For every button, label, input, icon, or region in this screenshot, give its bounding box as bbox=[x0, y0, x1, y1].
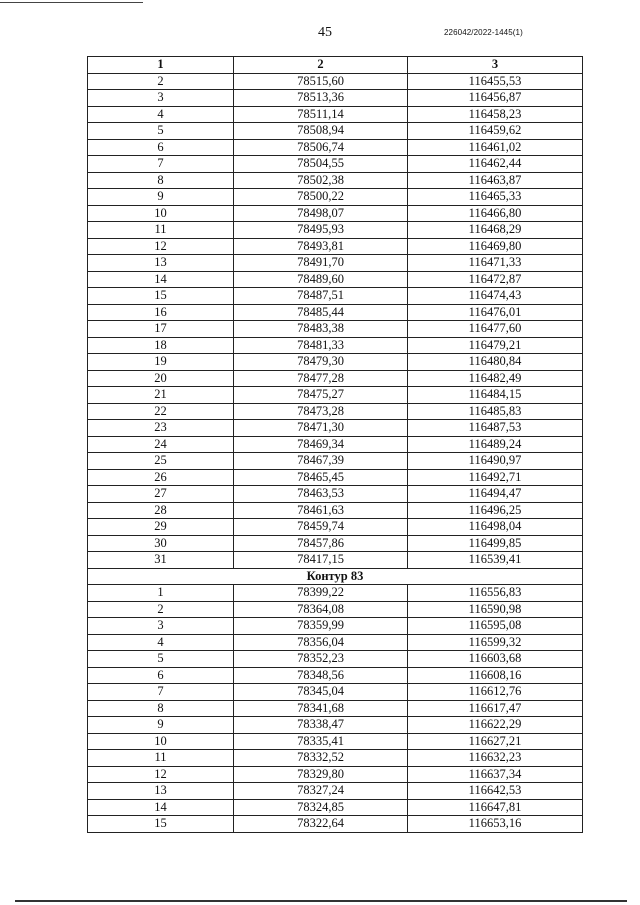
point-number-cell: 24 bbox=[88, 436, 234, 453]
point-number-cell: 8 bbox=[88, 172, 234, 189]
contour-label: Контур 83 bbox=[88, 568, 583, 585]
point-number-cell: 11 bbox=[88, 750, 234, 767]
column-header: 3 bbox=[408, 57, 583, 74]
y-coordinate-cell: 116466,80 bbox=[408, 205, 583, 222]
table-row bbox=[88, 238, 583, 255]
x-coordinate-cell: 78399,22 bbox=[234, 585, 408, 602]
table-row bbox=[88, 156, 583, 173]
table-row bbox=[88, 354, 583, 371]
table-row bbox=[88, 387, 583, 404]
x-coordinate-cell: 78495,93 bbox=[234, 222, 408, 239]
x-coordinate-cell: 78364,08 bbox=[234, 601, 408, 618]
table-row bbox=[88, 255, 583, 272]
x-coordinate-cell: 78459,74 bbox=[234, 519, 408, 536]
point-number-cell: 15 bbox=[88, 288, 234, 305]
x-coordinate-cell: 78483,38 bbox=[234, 321, 408, 338]
point-number-cell: 12 bbox=[88, 766, 234, 783]
x-coordinate-cell: 78329,80 bbox=[234, 766, 408, 783]
y-coordinate-cell: 116477,60 bbox=[408, 321, 583, 338]
x-coordinate-cell: 78500,22 bbox=[234, 189, 408, 206]
y-coordinate-cell: 116468,29 bbox=[408, 222, 583, 239]
table-row bbox=[88, 222, 583, 239]
point-number-cell: 13 bbox=[88, 255, 234, 272]
point-number-cell: 13 bbox=[88, 783, 234, 800]
y-coordinate-cell: 116487,53 bbox=[408, 420, 583, 437]
point-number-cell: 23 bbox=[88, 420, 234, 437]
table-row bbox=[88, 321, 583, 338]
table-row bbox=[88, 733, 583, 750]
point-number-cell: 10 bbox=[88, 205, 234, 222]
y-coordinate-cell: 116492,71 bbox=[408, 469, 583, 486]
table-row bbox=[88, 783, 583, 800]
x-coordinate-cell: 78471,30 bbox=[234, 420, 408, 437]
table-row bbox=[88, 799, 583, 816]
x-coordinate-cell: 78457,86 bbox=[234, 535, 408, 552]
top-rule bbox=[0, 2, 143, 3]
table-row bbox=[88, 601, 583, 618]
table-row bbox=[88, 453, 583, 470]
x-coordinate-cell: 78352,23 bbox=[234, 651, 408, 668]
y-coordinate-cell: 116458,23 bbox=[408, 106, 583, 123]
y-coordinate-cell: 116472,87 bbox=[408, 271, 583, 288]
x-coordinate-cell: 78465,45 bbox=[234, 469, 408, 486]
y-coordinate-cell: 116622,29 bbox=[408, 717, 583, 734]
y-coordinate-cell: 116642,53 bbox=[408, 783, 583, 800]
y-coordinate-cell: 116498,04 bbox=[408, 519, 583, 536]
y-coordinate-cell: 116476,01 bbox=[408, 304, 583, 321]
table-row bbox=[88, 205, 583, 222]
point-number-cell: 2 bbox=[88, 73, 234, 90]
table-row bbox=[88, 667, 583, 684]
x-coordinate-cell: 78324,85 bbox=[234, 799, 408, 816]
table-row bbox=[88, 535, 583, 552]
table-row bbox=[88, 486, 583, 503]
x-coordinate-cell: 78473,28 bbox=[234, 403, 408, 420]
document-code: 226042/2022-1445(1) bbox=[444, 28, 523, 37]
coordinates-table bbox=[87, 56, 583, 833]
x-coordinate-cell: 78479,30 bbox=[234, 354, 408, 371]
x-coordinate-cell: 78341,68 bbox=[234, 700, 408, 717]
y-coordinate-cell: 116617,47 bbox=[408, 700, 583, 717]
y-coordinate-cell: 116627,21 bbox=[408, 733, 583, 750]
point-number-cell: 7 bbox=[88, 684, 234, 701]
x-coordinate-cell: 78487,51 bbox=[234, 288, 408, 305]
point-number-cell: 9 bbox=[88, 189, 234, 206]
table-row bbox=[88, 123, 583, 140]
point-number-cell: 26 bbox=[88, 469, 234, 486]
point-number-cell: 31 bbox=[88, 552, 234, 569]
y-coordinate-cell: 116612,76 bbox=[408, 684, 583, 701]
table-row bbox=[88, 717, 583, 734]
point-number-cell: 10 bbox=[88, 733, 234, 750]
y-coordinate-cell: 116465,33 bbox=[408, 189, 583, 206]
y-coordinate-cell: 116496,25 bbox=[408, 502, 583, 519]
table-row bbox=[88, 73, 583, 90]
table-header-row bbox=[88, 57, 583, 74]
x-coordinate-cell: 78348,56 bbox=[234, 667, 408, 684]
point-number-cell: 9 bbox=[88, 717, 234, 734]
point-number-cell: 21 bbox=[88, 387, 234, 404]
table-row bbox=[88, 420, 583, 437]
table-row bbox=[88, 106, 583, 123]
y-coordinate-cell: 116556,83 bbox=[408, 585, 583, 602]
point-number-cell: 18 bbox=[88, 337, 234, 354]
x-coordinate-cell: 78485,44 bbox=[234, 304, 408, 321]
y-coordinate-cell: 116485,83 bbox=[408, 403, 583, 420]
y-coordinate-cell: 116632,23 bbox=[408, 750, 583, 767]
point-number-cell: 7 bbox=[88, 156, 234, 173]
x-coordinate-cell: 78345,04 bbox=[234, 684, 408, 701]
table-row bbox=[88, 172, 583, 189]
table-row bbox=[88, 634, 583, 651]
table-row bbox=[88, 189, 583, 206]
point-number-cell: 14 bbox=[88, 799, 234, 816]
y-coordinate-cell: 116469,80 bbox=[408, 238, 583, 255]
table-row bbox=[88, 519, 583, 536]
y-coordinate-cell: 116480,84 bbox=[408, 354, 583, 371]
table-row bbox=[88, 271, 583, 288]
column-header: 2 bbox=[234, 57, 408, 74]
bottom-rule bbox=[15, 900, 627, 902]
point-number-cell: 16 bbox=[88, 304, 234, 321]
y-coordinate-cell: 116637,34 bbox=[408, 766, 583, 783]
x-coordinate-cell: 78493,81 bbox=[234, 238, 408, 255]
point-number-cell: 28 bbox=[88, 502, 234, 519]
point-number-cell: 25 bbox=[88, 453, 234, 470]
point-number-cell: 20 bbox=[88, 370, 234, 387]
point-number-cell: 8 bbox=[88, 700, 234, 717]
x-coordinate-cell: 78356,04 bbox=[234, 634, 408, 651]
x-coordinate-cell: 78477,28 bbox=[234, 370, 408, 387]
table-row bbox=[88, 552, 583, 569]
table-row bbox=[88, 436, 583, 453]
table-row bbox=[88, 816, 583, 833]
point-number-cell: 5 bbox=[88, 651, 234, 668]
y-coordinate-cell: 116479,21 bbox=[408, 337, 583, 354]
table-row bbox=[88, 750, 583, 767]
x-coordinate-cell: 78511,14 bbox=[234, 106, 408, 123]
y-coordinate-cell: 116599,32 bbox=[408, 634, 583, 651]
point-number-cell: 30 bbox=[88, 535, 234, 552]
table-row bbox=[88, 684, 583, 701]
y-coordinate-cell: 116590,98 bbox=[408, 601, 583, 618]
x-coordinate-cell: 78515,60 bbox=[234, 73, 408, 90]
point-number-cell: 6 bbox=[88, 667, 234, 684]
x-coordinate-cell: 78469,34 bbox=[234, 436, 408, 453]
table-row bbox=[88, 502, 583, 519]
point-number-cell: 19 bbox=[88, 354, 234, 371]
x-coordinate-cell: 78461,63 bbox=[234, 502, 408, 519]
x-coordinate-cell: 78332,52 bbox=[234, 750, 408, 767]
x-coordinate-cell: 78327,24 bbox=[234, 783, 408, 800]
point-number-cell: 6 bbox=[88, 139, 234, 156]
point-number-cell: 11 bbox=[88, 222, 234, 239]
x-coordinate-cell: 78513,36 bbox=[234, 90, 408, 107]
x-coordinate-cell: 78498,07 bbox=[234, 205, 408, 222]
table-row bbox=[88, 700, 583, 717]
x-coordinate-cell: 78489,60 bbox=[234, 271, 408, 288]
point-number-cell: 14 bbox=[88, 271, 234, 288]
y-coordinate-cell: 116459,62 bbox=[408, 123, 583, 140]
x-coordinate-cell: 78467,39 bbox=[234, 453, 408, 470]
y-coordinate-cell: 116539,41 bbox=[408, 552, 583, 569]
point-number-cell: 4 bbox=[88, 634, 234, 651]
point-number-cell: 1 bbox=[88, 585, 234, 602]
x-coordinate-cell: 78475,27 bbox=[234, 387, 408, 404]
table-row bbox=[88, 403, 583, 420]
y-coordinate-cell: 116456,87 bbox=[408, 90, 583, 107]
x-coordinate-cell: 78504,55 bbox=[234, 156, 408, 173]
y-coordinate-cell: 116455,53 bbox=[408, 73, 583, 90]
point-number-cell: 3 bbox=[88, 618, 234, 635]
y-coordinate-cell: 116608,16 bbox=[408, 667, 583, 684]
x-coordinate-cell: 78502,38 bbox=[234, 172, 408, 189]
y-coordinate-cell: 116499,85 bbox=[408, 535, 583, 552]
x-coordinate-cell: 78481,33 bbox=[234, 337, 408, 354]
x-coordinate-cell: 78335,41 bbox=[234, 733, 408, 750]
x-coordinate-cell: 78359,99 bbox=[234, 618, 408, 635]
y-coordinate-cell: 116471,33 bbox=[408, 255, 583, 272]
y-coordinate-cell: 116482,49 bbox=[408, 370, 583, 387]
table-row bbox=[88, 288, 583, 305]
point-number-cell: 27 bbox=[88, 486, 234, 503]
y-coordinate-cell: 116484,15 bbox=[408, 387, 583, 404]
x-coordinate-cell: 78491,70 bbox=[234, 255, 408, 272]
y-coordinate-cell: 116494,47 bbox=[408, 486, 583, 503]
y-coordinate-cell: 116603,68 bbox=[408, 651, 583, 668]
table-row bbox=[88, 618, 583, 635]
y-coordinate-cell: 116474,43 bbox=[408, 288, 583, 305]
y-coordinate-cell: 116489,24 bbox=[408, 436, 583, 453]
y-coordinate-cell: 116461,02 bbox=[408, 139, 583, 156]
table-row bbox=[88, 370, 583, 387]
y-coordinate-cell: 116462,44 bbox=[408, 156, 583, 173]
y-coordinate-cell: 116653,16 bbox=[408, 816, 583, 833]
column-header: 1 bbox=[88, 57, 234, 74]
x-coordinate-cell: 78338,47 bbox=[234, 717, 408, 734]
table-row bbox=[88, 469, 583, 486]
point-number-cell: 15 bbox=[88, 816, 234, 833]
contour-row bbox=[88, 568, 583, 585]
point-number-cell: 5 bbox=[88, 123, 234, 140]
table-row bbox=[88, 585, 583, 602]
x-coordinate-cell: 78322,64 bbox=[234, 816, 408, 833]
table-row bbox=[88, 139, 583, 156]
table-row bbox=[88, 651, 583, 668]
point-number-cell: 17 bbox=[88, 321, 234, 338]
point-number-cell: 4 bbox=[88, 106, 234, 123]
x-coordinate-cell: 78506,74 bbox=[234, 139, 408, 156]
point-number-cell: 3 bbox=[88, 90, 234, 107]
y-coordinate-cell: 116490,97 bbox=[408, 453, 583, 470]
x-coordinate-cell: 78417,15 bbox=[234, 552, 408, 569]
y-coordinate-cell: 116463,87 bbox=[408, 172, 583, 189]
y-coordinate-cell: 116595,08 bbox=[408, 618, 583, 635]
point-number-cell: 29 bbox=[88, 519, 234, 536]
x-coordinate-cell: 78508,94 bbox=[234, 123, 408, 140]
point-number-cell: 12 bbox=[88, 238, 234, 255]
y-coordinate-cell: 116647,81 bbox=[408, 799, 583, 816]
table-row bbox=[88, 766, 583, 783]
table-row bbox=[88, 337, 583, 354]
point-number-cell: 2 bbox=[88, 601, 234, 618]
page-number: 45 bbox=[318, 25, 332, 40]
x-coordinate-cell: 78463,53 bbox=[234, 486, 408, 503]
table-row bbox=[88, 90, 583, 107]
table-row bbox=[88, 304, 583, 321]
point-number-cell: 22 bbox=[88, 403, 234, 420]
